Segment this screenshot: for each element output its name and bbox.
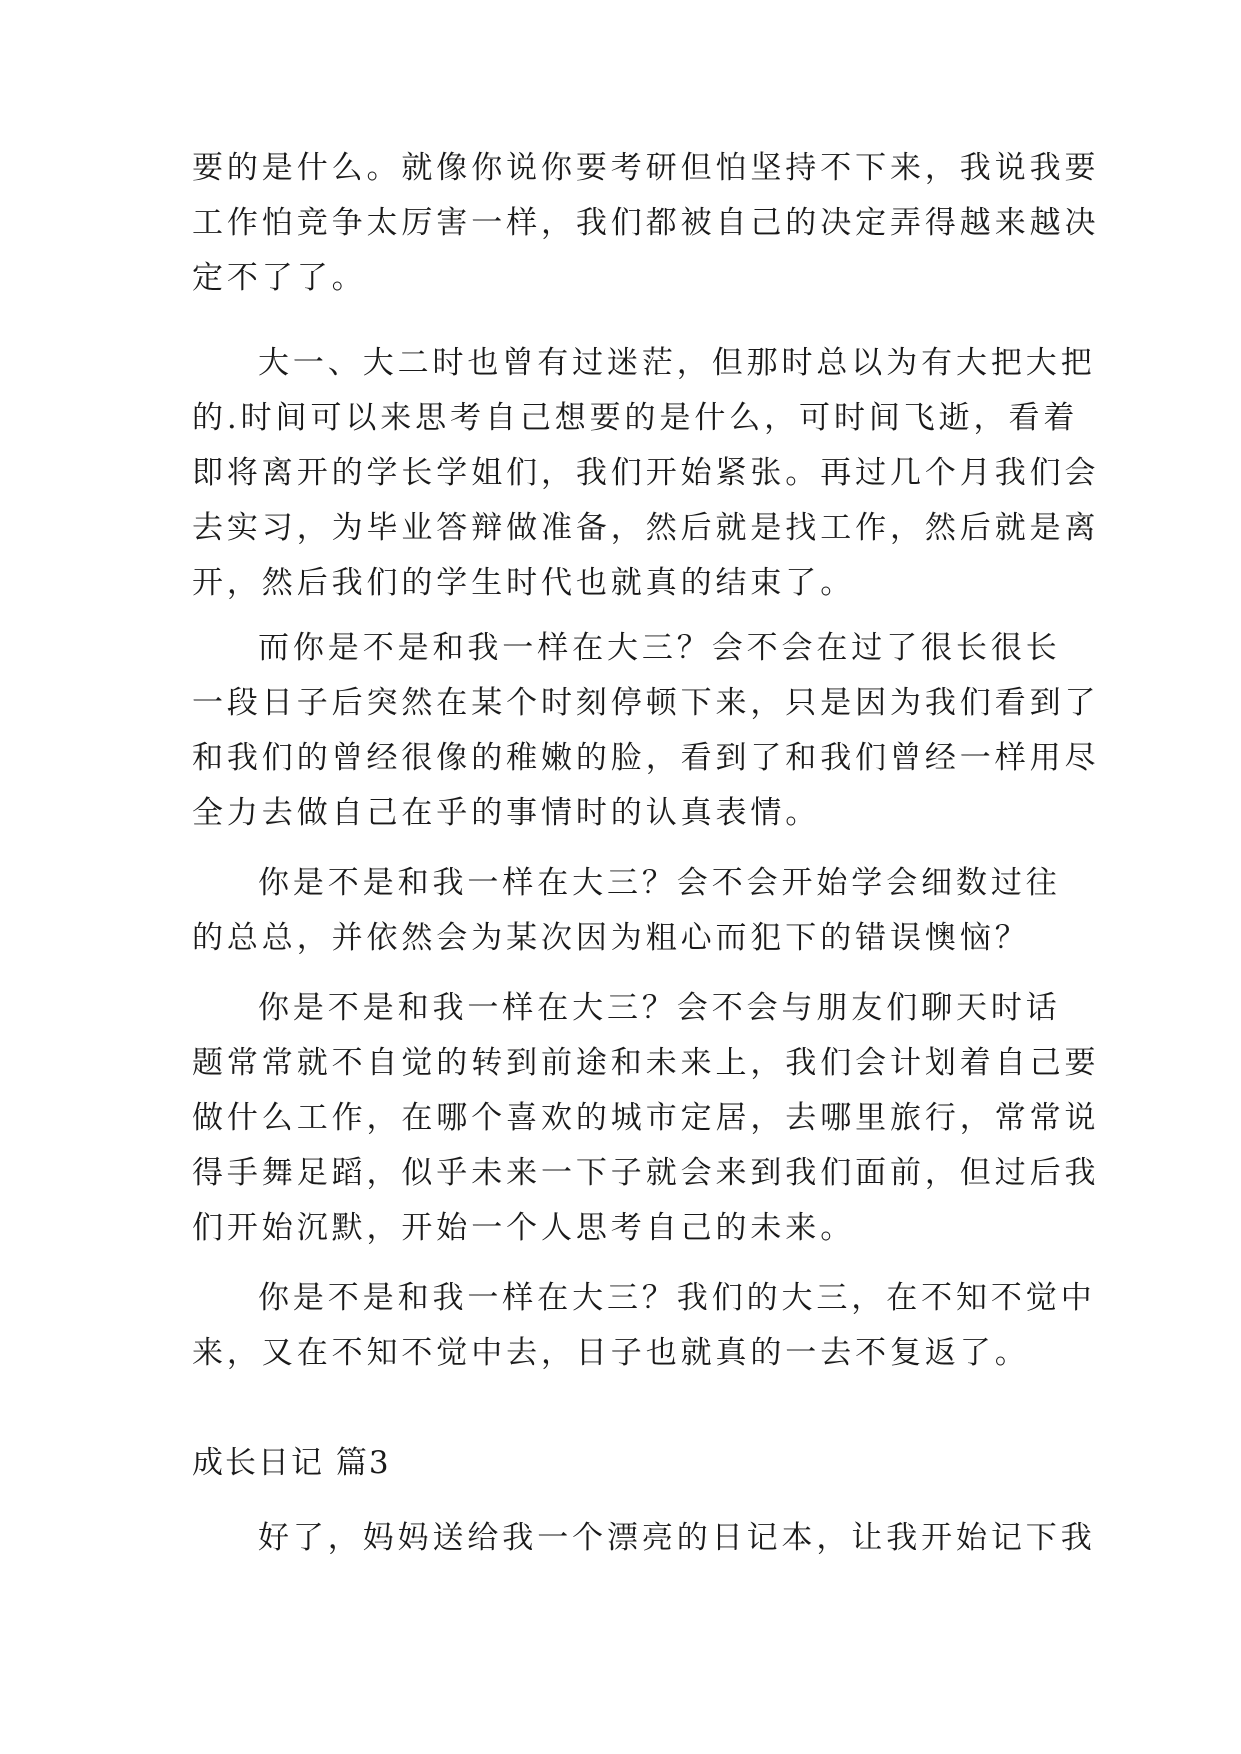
text-line: 开，然后我们的学生时代也就真的结束了。	[192, 565, 856, 601]
section-heading: 成长日记 篇3	[192, 1445, 391, 1481]
text-line: 题常常就不自觉的转到前途和未来上，我们会计划着自己要	[192, 1045, 1100, 1081]
text-line: 即将离开的学长学姐们，我们开始紧张。再过几个月我们会	[192, 455, 1100, 491]
text-line: 定不了了。	[192, 260, 367, 296]
text-line: 你是不是和我一样在大三？会不会与朋友们聊天时话	[258, 990, 1061, 1026]
text-line: 工作怕竞争太厉害一样，我们都被自己的决定弄得越来越决	[192, 205, 1100, 241]
text-line: 的.时间可以来思考自己想要的是什么，可时间飞逝，看着	[192, 400, 1079, 436]
text-line: 大一、大二时也曾有过迷茫，但那时总以为有大把大把	[258, 345, 1096, 381]
text-line: 要的是什么。就像你说你要考研但怕坚持不下来，我说我要	[192, 150, 1100, 186]
text-line: 来，又在不知不觉中去，日子也就真的一去不复返了。	[192, 1335, 1030, 1371]
text-line: 和我们的曾经很像的稚嫩的脸，看到了和我们曾经一样用尽	[192, 740, 1100, 776]
text-line: 们开始沉默，开始一个人思考自己的未来。	[192, 1210, 856, 1246]
text-line: 你是不是和我一样在大三？我们的大三，在不知不觉中	[258, 1280, 1096, 1316]
text-line: 的总总，并依然会为某次因为粗心而犯下的错误懊恼？	[192, 920, 1030, 956]
text-line: 全力去做自己在乎的事情时的认真表情。	[192, 795, 821, 831]
text-line: 得手舞足蹈，似乎未来一下子就会来到我们面前，但过后我	[192, 1155, 1100, 1191]
text-line: 做什么工作，在哪个喜欢的城市定居，去哪里旅行，常常说	[192, 1100, 1100, 1136]
text-line: 去实习，为毕业答辩做准备，然后就是找工作，然后就是离	[192, 510, 1100, 546]
text-line: 你是不是和我一样在大三？会不会开始学会细数过往	[258, 865, 1061, 901]
text-line: 好了，妈妈送给我一个漂亮的日记本，让我开始记下我	[258, 1520, 1096, 1556]
text-line: 一段日子后突然在某个时刻停顿下来，只是因为我们看到了	[192, 685, 1100, 721]
text-line: 而你是不是和我一样在大三？会不会在过了很长很长	[258, 630, 1061, 666]
